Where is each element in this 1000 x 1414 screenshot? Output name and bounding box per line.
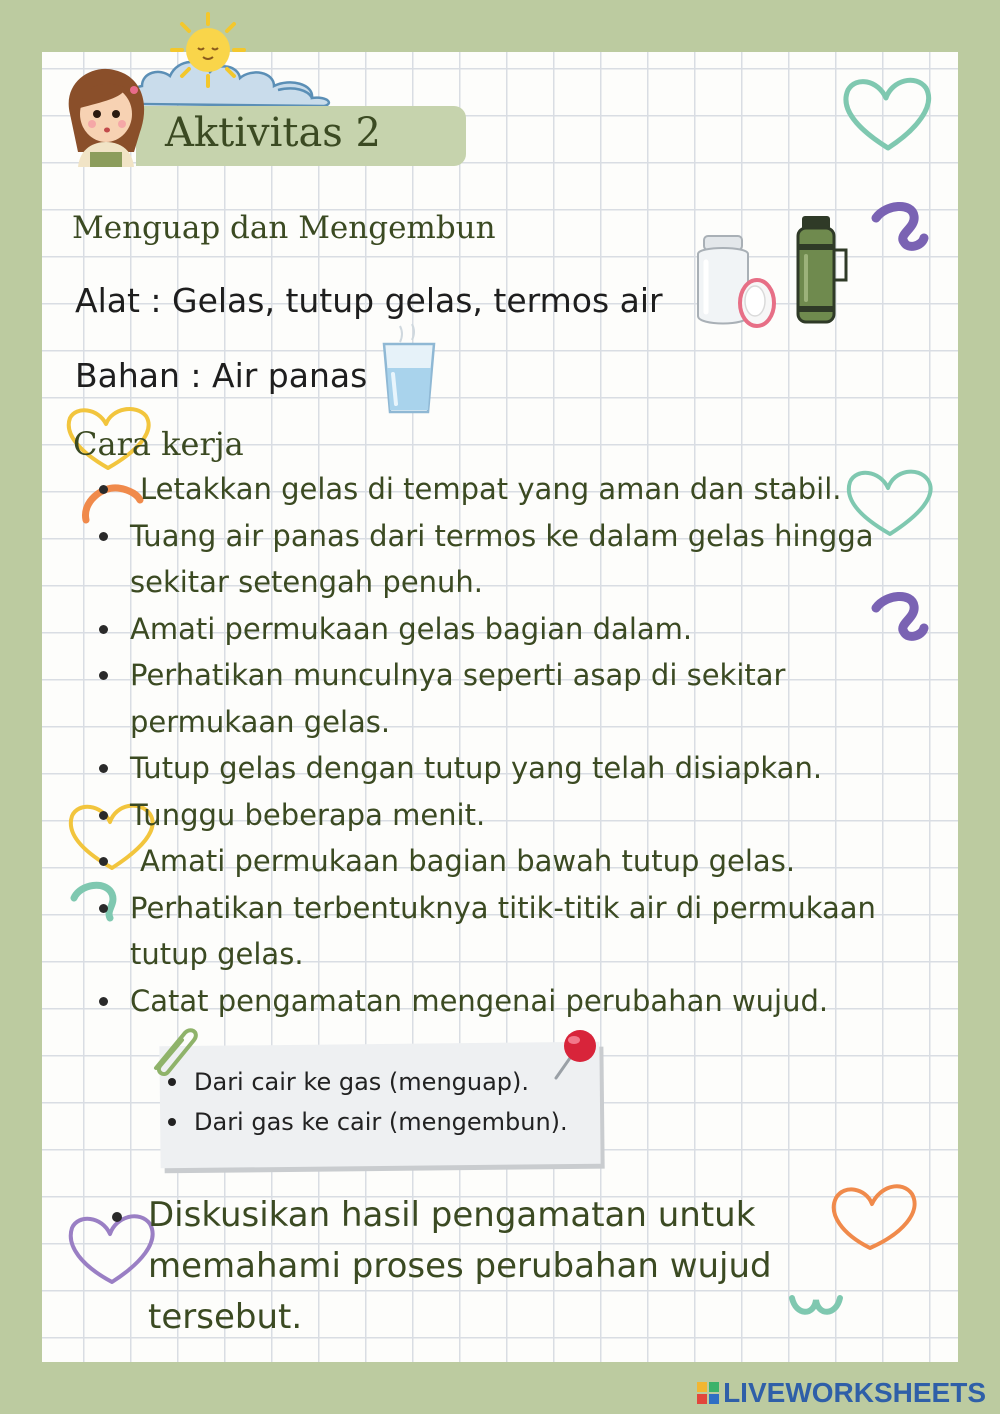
step-item: Catat pengamatan mengenai perubahan wujud.: [96, 978, 896, 1025]
liveworksheets-brand[interactable]: [697, 1378, 986, 1408]
heart-icon: [836, 72, 936, 154]
step-item: Letakkan gelas di tempat yang aman dan stabil.: [96, 466, 896, 513]
thermos-icon: [792, 214, 852, 326]
heart-icon: [826, 1176, 920, 1256]
materials-line: Bahan : Air panas: [75, 356, 368, 395]
sun-icon: [170, 12, 246, 88]
step-item: Tutup gelas dengan tutup yang telah disiapkan.: [96, 745, 896, 792]
tools-line: Alat : Gelas, tutup gelas, termos air: [75, 281, 663, 320]
procedure-steps: [96, 466, 896, 1024]
discussion-item: Diskusikan hasil pengamatan untuk memahami proses perubahan wujud tersebut.: [108, 1190, 808, 1343]
procedure-heading: Cara kerja: [73, 425, 244, 463]
step-item: Amati permukaan bagian bawah tutup gelas.: [96, 838, 896, 885]
squiggle-icon: [868, 198, 934, 254]
discussion-list: [108, 1190, 808, 1343]
liveworksheets-logo-icon: [697, 1382, 719, 1404]
glass-lid-icon: [734, 276, 780, 330]
brand-label: LIVEWORKSHEETS: [723, 1377, 986, 1408]
note-list: [168, 1062, 568, 1142]
girl-avatar-icon: [56, 62, 156, 167]
activity-subtitle: Menguap dan Mengembun: [72, 210, 496, 246]
note-item: Dari gas ke cair (mengembun).: [168, 1102, 568, 1142]
step-item: Tuang air panas dari termos ke dalam gelas hingga sekitar setengah penuh.: [96, 513, 896, 606]
glass-of-water-icon: [378, 322, 440, 418]
step-item: Amati permukaan gelas bagian dalam.: [96, 606, 896, 653]
step-item: Tunggu beberapa menit.: [96, 792, 896, 839]
step-item: Perhatikan munculnya seperti asap di sekitar permukaan gelas.: [96, 652, 896, 745]
page-title: Aktivitas 2: [165, 110, 381, 156]
step-item: Perhatikan terbentuknya titik-titik air di permukaan tutup gelas.: [96, 885, 896, 978]
note-item: Dari cair ke gas (menguap).: [168, 1062, 568, 1102]
